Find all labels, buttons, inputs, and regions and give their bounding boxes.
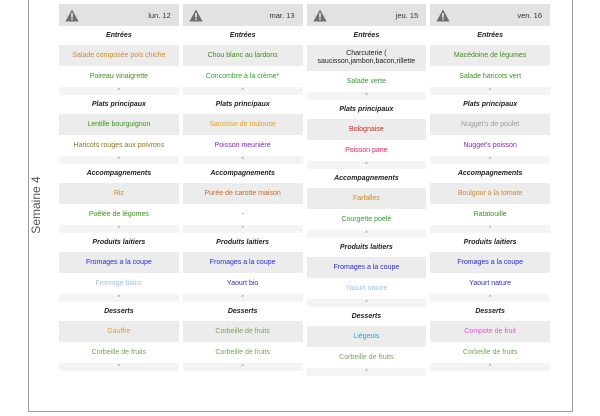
- dish-item[interactable]: Liégeois: [307, 326, 427, 347]
- dish-item[interactable]: Poêlée de légumes: [59, 204, 179, 225]
- dish-item[interactable]: Haricots rouges aux poivrons: [59, 135, 179, 156]
- day-column: [430, 4, 550, 376]
- section-title-produits-laitiers: Produits laitiers: [430, 233, 550, 252]
- expand-caret-icon[interactable]: ^: [183, 87, 303, 95]
- day-date: ven. 16: [517, 10, 542, 20]
- section-title-accompagnements: Accompagnements: [307, 169, 427, 188]
- dish-item[interactable]: Gauffre: [59, 321, 179, 342]
- expand-caret-icon[interactable]: ^: [183, 156, 303, 164]
- expand-caret-icon[interactable]: ^: [59, 294, 179, 302]
- dish-item[interactable]: Salade composée pois chiche: [59, 45, 179, 66]
- dish-item[interactable]: Boulgour à la tomate: [430, 183, 550, 204]
- section-title-plats-principaux: Plats principaux: [430, 95, 550, 114]
- dish-item[interactable]: Riz: [59, 183, 179, 204]
- dish-item[interactable]: Poisson pane: [307, 140, 427, 161]
- section-title-accompagnements: Accompagnements: [430, 164, 550, 183]
- day-header: [307, 4, 427, 26]
- warning-triangle-icon[interactable]: [65, 9, 79, 22]
- section-title-desserts: Desserts: [307, 307, 427, 326]
- day-column: [307, 4, 427, 376]
- section-title-entrees: Entrées: [307, 26, 427, 45]
- section-title-plats-principaux: Plats principaux: [59, 95, 179, 114]
- dish-item[interactable]: Chou blanc au lardons: [183, 45, 303, 66]
- dish-item[interactable]: Salade verte: [307, 71, 427, 92]
- dish-item[interactable]: -: [183, 204, 303, 225]
- frame-bottom-border: [28, 411, 573, 412]
- dish-item[interactable]: Fromages a la coupe: [307, 257, 427, 278]
- section-title-produits-laitiers: Produits laitiers: [183, 233, 303, 252]
- section-title-plats-principaux: Plats principaux: [183, 95, 303, 114]
- dish-item[interactable]: Farfalles: [307, 188, 427, 209]
- section-title-produits-laitiers: Produits laitiers: [307, 238, 427, 257]
- dish-item[interactable]: Corbeille de fruits: [59, 342, 179, 363]
- day-header: [59, 4, 179, 26]
- section-title-desserts: Desserts: [59, 302, 179, 321]
- day-header: [430, 4, 550, 26]
- warning-triangle-icon[interactable]: [436, 9, 450, 22]
- expand-caret-icon[interactable]: ^: [59, 87, 179, 95]
- week-label-text: Semaine 4: [29, 176, 43, 234]
- dish-item[interactable]: Fromages a la coupe: [183, 252, 303, 273]
- day-column: [59, 4, 179, 376]
- expand-caret-icon[interactable]: ^: [307, 92, 427, 100]
- expand-caret-icon[interactable]: ^: [307, 368, 427, 376]
- dish-item[interactable]: Compote de fruit: [430, 321, 550, 342]
- warning-triangle-icon[interactable]: [313, 9, 327, 22]
- dish-item[interactable]: Nugget's de poulet: [430, 114, 550, 135]
- expand-caret-icon[interactable]: ^: [430, 363, 550, 371]
- dish-item[interactable]: Saucisse de toulouse: [183, 114, 303, 135]
- warning-triangle-icon[interactable]: [189, 9, 203, 22]
- expand-caret-icon[interactable]: ^: [430, 87, 550, 95]
- dish-item[interactable]: Fromages a la coupe: [59, 252, 179, 273]
- expand-caret-icon[interactable]: ^: [307, 299, 427, 307]
- menu-grid: [59, 4, 550, 376]
- expand-caret-icon[interactable]: ^: [307, 161, 427, 169]
- expand-caret-icon[interactable]: ^: [183, 363, 303, 371]
- expand-caret-icon[interactable]: ^: [183, 294, 303, 302]
- expand-caret-icon[interactable]: ^: [430, 156, 550, 164]
- section-title-entrees: Entrées: [59, 26, 179, 45]
- day-date: mar. 13: [269, 10, 295, 20]
- dish-item[interactable]: Purée de carotte maison: [183, 183, 303, 204]
- dish-item[interactable]: Fromages a la coupe: [430, 252, 550, 273]
- dish-item[interactable]: Courgette poelé: [307, 209, 427, 230]
- dish-item[interactable]: Concombre à la crème*: [183, 66, 303, 87]
- section-title-accompagnements: Accompagnements: [183, 164, 303, 183]
- dish-item[interactable]: Poisson meunière: [183, 135, 303, 156]
- expand-caret-icon[interactable]: ^: [59, 156, 179, 164]
- dish-item[interactable]: Bolognaise: [307, 119, 427, 140]
- day-header: [183, 4, 303, 26]
- expand-caret-icon[interactable]: ^: [430, 225, 550, 233]
- day-date: jeu. 15: [395, 10, 419, 20]
- dish-item[interactable]: Poireau vinaigrette: [59, 66, 179, 87]
- dish-item[interactable]: Corbeille de fruits: [307, 347, 427, 368]
- day-column: [183, 4, 303, 376]
- dish-item[interactable]: Nugget's poisson: [430, 135, 550, 156]
- dish-item[interactable]: Yaourt bio: [183, 273, 303, 294]
- dish-item[interactable]: Corbeille de fruits: [183, 321, 303, 342]
- section-title-plats-principaux: Plats principaux: [307, 100, 427, 119]
- dish-item[interactable]: Yaourt nature: [307, 278, 427, 299]
- expand-caret-icon[interactable]: ^: [59, 225, 179, 233]
- dish-item[interactable]: Fromage blanc: [59, 273, 179, 294]
- dish-item[interactable]: Macédoine de légumes: [430, 45, 550, 66]
- expand-caret-icon[interactable]: ^: [430, 294, 550, 302]
- section-title-desserts: Desserts: [430, 302, 550, 321]
- section-title-accompagnements: Accompagnements: [59, 164, 179, 183]
- dish-item[interactable]: Yaourt nature: [430, 273, 550, 294]
- dish-item[interactable]: Salade haricots vert: [430, 66, 550, 87]
- dish-item[interactable]: Charcuterie ( saucisson,jambon,bacon,rillette: [307, 45, 427, 71]
- expand-caret-icon[interactable]: ^: [307, 230, 427, 238]
- section-title-entrees: Entrées: [430, 26, 550, 45]
- section-title-entrees: Entrées: [183, 26, 303, 45]
- dish-item[interactable]: Ratatouille: [430, 204, 550, 225]
- dish-item[interactable]: Corbeille de fruits: [183, 342, 303, 363]
- expand-caret-icon[interactable]: ^: [59, 363, 179, 371]
- section-title-desserts: Desserts: [183, 302, 303, 321]
- day-date: lun. 12: [148, 10, 171, 20]
- frame-right-border: [572, 0, 573, 412]
- expand-caret-icon[interactable]: ^: [183, 225, 303, 233]
- section-title-produits-laitiers: Produits laitiers: [59, 233, 179, 252]
- dish-item[interactable]: Lentille bourguignon: [59, 114, 179, 135]
- dish-item[interactable]: Corbeille de fruits: [430, 342, 550, 363]
